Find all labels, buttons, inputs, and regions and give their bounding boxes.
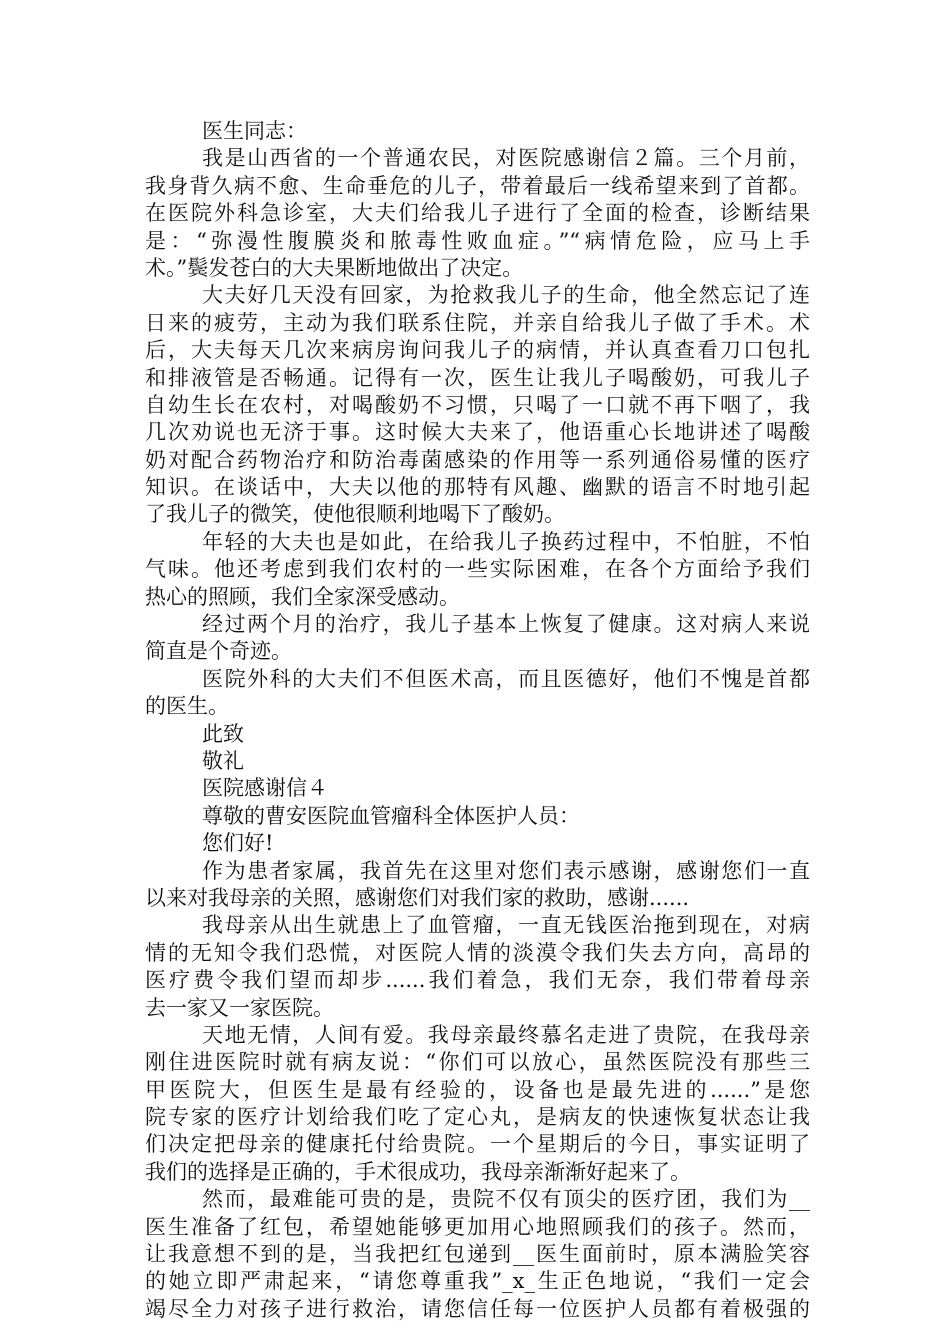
text-line: 此致 (202, 721, 244, 746)
text-line: 院专家的医疗计划给我们吃了定心丸，是病友的快速恢复状态让我 (145, 1105, 810, 1130)
text-line: 敬礼 (202, 748, 244, 773)
text-line: 术。”鬓发苍白的大夫果断地做出了决定。 (145, 255, 524, 280)
text-line: 奶对配合药物治疗和防治毒菌感染的作用等一系列通俗易懂的医疗 (145, 447, 810, 472)
text-line: 后，大夫每天几次来病房询问我儿子的病情，并认真查看刀口包扎 (145, 338, 810, 363)
text-line: 竭尽全力对孩子进行救治，请您信任每一位医护人员都有着极强的 (145, 1296, 810, 1321)
text-line: 日来的疲劳，主动为我们联系住院，并亲自给我儿子做了手术。术 (145, 310, 810, 335)
text-line: 甲医院大，但医生是最有经验的，设备也是最先进的......”是您 (145, 1077, 810, 1102)
text-line: 刚住进医院时就有病友说：“你们可以放心，虽然医院没有那些三 (145, 1050, 810, 1075)
text-line: 自幼生长在农村，对喝酸奶不习惯，只喝了一口就不再下咽了，我 (145, 392, 810, 417)
text-line: 简直是个奇迹。 (145, 639, 292, 664)
text-line: 的医生。 (145, 694, 229, 719)
text-line: 我身背久病不愈、生命垂危的儿子，带着最后一线希望来到了首都。 (145, 173, 810, 198)
text-line: 和排液管是否畅通。记得有一次，医生让我儿子喝酸奶，可我儿子 (145, 365, 810, 390)
text-line: 我们的选择是正确的，手术很成功，我母亲渐渐好起来了。 (145, 1159, 691, 1184)
text-line: 是：“弥漫性腹膜炎和脓毒性败血症。”“病情危险，应马上手 (145, 228, 810, 253)
text-line: 们决定把母亲的健康托付给贵院。一个星期后的今日，事实证明了 (145, 1132, 810, 1157)
text-line: 您们好! (202, 831, 274, 856)
text-line: 热心的照顾，我们全家深受感动。 (145, 584, 460, 609)
text-line: 以来对我母亲的关照，感谢您们对我们家的救助，感谢...... (145, 885, 690, 910)
text-line: 让我意想不到的是，当我把红包递到__医生面前时，原本满脸笑容 (145, 1242, 810, 1267)
text-line: 我是山西省的一个普通农民，对医院感谢信２篇。三个月前， (202, 146, 810, 171)
text-line: 的她立即严肃起来，“请您尊重我”_x_生正色地说，“我们一定会 (145, 1269, 810, 1294)
text-line: 医院感谢信４ (202, 776, 328, 801)
text-line: 医院外科的大夫们不但医术高，而且医德好，他们不愧是首都 (202, 666, 810, 691)
text-line: 在医院外科急诊室，大夫们给我儿子进行了全面的检查，诊断结果 (145, 201, 810, 226)
text-line: 医生同志： (202, 119, 307, 143)
document-page (145, 118, 810, 1323)
text-line: 了我儿子的微笑，使他很顺利地喝下了酸奶。 (145, 502, 565, 527)
text-line: 气味。他还考虑到我们农村的一些实际困难，在各个方面给予我们 (145, 557, 810, 582)
text-line: 然而，最难能可贵的是，贵院不仅有顶尖的医疗团，我们为__ (202, 1187, 810, 1212)
text-line: 尊敬的曹安医院血管瘤科全体医护人员： (202, 803, 580, 828)
text-line: 医疗费令我们望而却步......我们着急，我们无奈，我们带着母亲 (145, 968, 810, 993)
text-line: 情的无知令我们恐慌，对医院人情的淡漠令我们失去方向，高昂的 (145, 940, 810, 965)
text-line: 大夫好几天没有回家，为抢救我儿子的生命，他全然忘记了连 (202, 283, 810, 308)
text-line: 作为患者家属，我首先在这里对您们表示感谢，感谢您们一直 (202, 858, 810, 883)
text-line: 我母亲从出生就患上了血管瘤，一直无钱医治拖到现在，对病 (202, 913, 810, 938)
text-line: 年轻的大夫也是如此，在给我儿子换药过程中，不怕脏，不怕 (202, 529, 810, 554)
text-line: 知识。在谈话中，大夫以他的那特有风趣、幽默的语言不时地引起 (145, 475, 810, 500)
text-line: 经过两个月的治疗，我儿子基本上恢复了健康。这对病人来说 (202, 612, 810, 637)
text-line: 去一家又一家医院。 (145, 995, 334, 1020)
text-line: 天地无情，人间有爱。我母亲最终慕名走进了贵院，在我母亲 (202, 1022, 810, 1047)
text-line: 几次劝说也无济于事。这时候大夫来了，他语重心长地讲述了喝酸 (145, 420, 810, 445)
text-line: 医生准备了红包，希望她能够更加用心地照顾我们的孩子。然而， (145, 1214, 810, 1239)
